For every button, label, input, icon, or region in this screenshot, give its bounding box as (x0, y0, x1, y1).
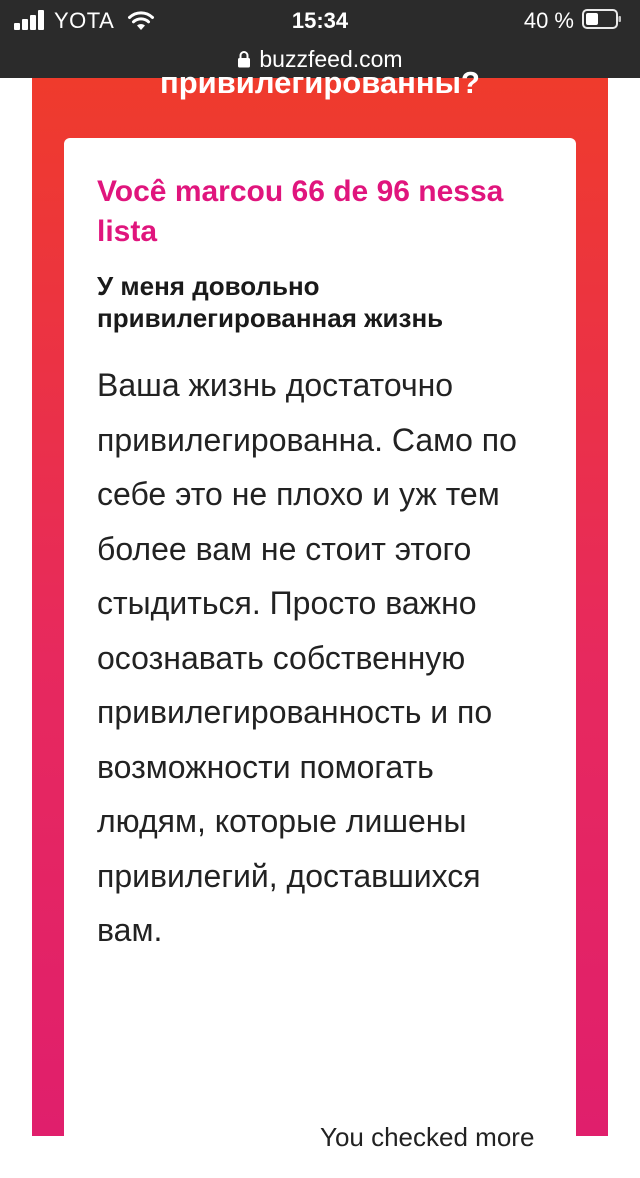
quiz-result-panel (32, 65, 608, 1152)
battery-percentage: 40 % (523, 8, 574, 33)
page-content (0, 65, 640, 1152)
result-title: У меня довольно привилегированная жизнь (97, 271, 444, 333)
quiz-heading: привилегированны? (160, 65, 480, 100)
result-card (64, 138, 576, 1178)
comparison-note: You checked more (320, 1122, 535, 1152)
status-time: 15:34 (291, 8, 349, 33)
status-bar (0, 0, 640, 40)
result-description: Ваша жизнь достаточно привилегированна. Само по себе это не плохо и уж тем более вам не стоит этого стыдиться. Просто важно осознавать собственную привилегированность и по возможности помогать людям, которые лишены привилегий, доставшихся вам. (97, 367, 517, 948)
carrier-name: YOTA (54, 8, 115, 33)
url-text[interactable]: buzzfeed.com (259, 45, 403, 72)
score-text: Você marcou 66 de 96 nessa lista (97, 175, 504, 248)
battery-icon (582, 9, 622, 29)
